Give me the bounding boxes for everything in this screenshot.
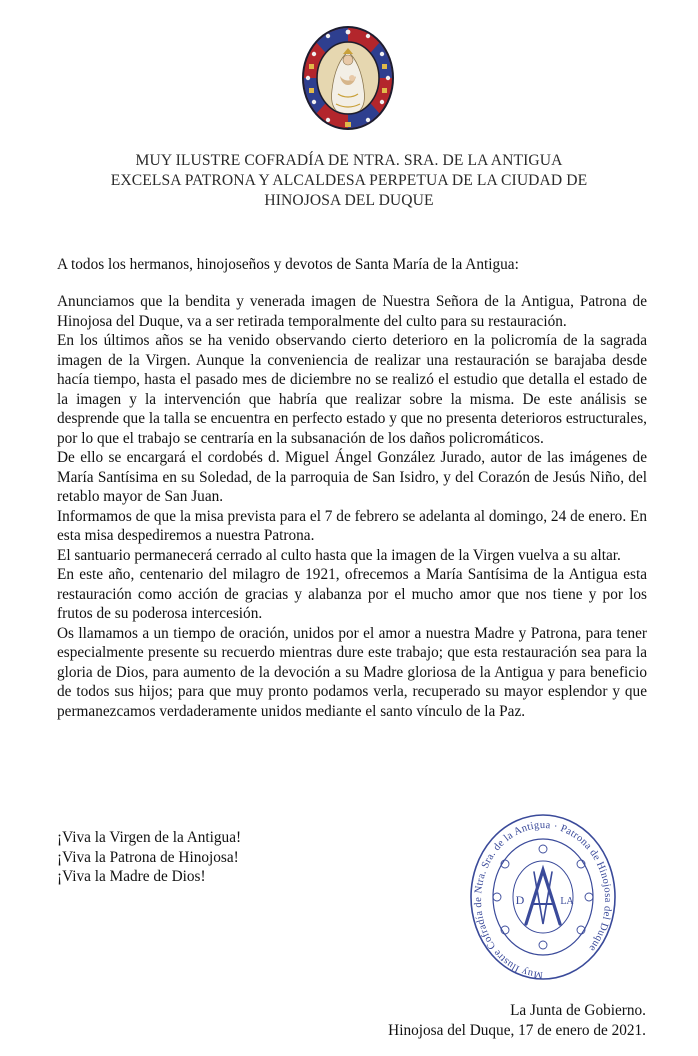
paragraph: El santuario permanecerá cerrado al culto hasta que la imagen de la Virgen vuelva a su altar. — [57, 546, 621, 564]
acclamation-line: ¡Viva la Patrona de Hinojosa! — [57, 848, 239, 866]
greeting-line: A todos los hermanos, hinojoseños y devotos de Santa María de la Antigua: — [57, 256, 519, 273]
seal-ring-text: Muy Ilustre Cofradía de Ntra. Sra. de la Antigua · Patrona de Hinojosa del Duque — [473, 819, 614, 981]
paragraph: En este año, centenario del milagro de 1921, ofrecemos a María Santísima de la Antigua esta restauración como acción de gracias y alabanza por el mucho amor que nos tiene y por los frutos de su poderosa intercesión. — [57, 566, 647, 622]
signature-place-date: Hinojosa del Duque, 17 de enero de 2021. — [388, 1021, 646, 1039]
paragraph: Anunciamos que la bendita y venerada imagen de Nuestra Señora de la Antigua, Patrona de Hinojosa del Duque, va a ser retirada temporalmente del culto para su restauración. — [57, 293, 647, 330]
acclamation-line: ¡Viva la Madre de Dios! — [57, 868, 206, 885]
cofradia-emblem-logo — [300, 24, 396, 132]
signature-block — [306, 1001, 646, 1040]
paragraph: De ello se encargará el cordobés d. Miguel Ángel González Jurado, autor de las imágenes de María Santísima en su Soledad, de la parroquia de San Isidro, y del Corazón de Jesús Niño, del retablo mayor de San Juan. — [57, 449, 647, 505]
seal-monogram-right: LA — [560, 896, 574, 907]
paragraph: Informamos de que la misa prevista para el 7 de febrero se adelanta al domingo, 24 de enero. En esta misa despediremos a nuestra Patrona. — [57, 507, 647, 544]
letter-body — [57, 292, 647, 721]
cofradia-stamp-seal — [468, 812, 618, 982]
signature-signer: La Junta de Gobierno. — [510, 1002, 646, 1019]
header-line-2: EXCELSA PATRONA Y ALCALDESA PERPETUA DE LA CIUDAD DE — [110, 172, 588, 189]
header-line-3: HINOJOSA DEL DUQUE — [264, 192, 434, 209]
acclamation-line: ¡Viva la Virgen de la Antigua! — [57, 829, 242, 846]
seal-monogram-left: D — [515, 893, 525, 907]
header-line-1: MUY ILUSTRE COFRADÍA DE NTRA. SRA. DE LA ANTIGUA — [135, 152, 563, 169]
paragraph: Os llamamos a un tiempo de oración, unidos por el amor a nuestra Madre y Patrona, para tener especialmente presente su recuerdo mientras dure este trabajo; que esta restauración sea para la gloria de Dios, para aumento de la devoción a su Madre gloriosa de la Antigua y para beneficio de todos sus hijos; para que muy pronto podamos verla, recuperado su mayor esplendor y que permanezcamos verdaderamente unidos mediante el santo vínculo de la Paz. — [57, 624, 647, 720]
confraternity-header — [60, 151, 638, 211]
paragraph: En los últimos años se ha venido observando cierto deterioro en la policromía de la sagrada imagen de la Virgen. Aunque la conveniencia de realizar una restauración se barajaba desde hacía tiempo, hasta el pasado mes de diciembre no se realizó el estudio que detalla el estado de la imagen y la intervención que habría que realizar sobre la misma. De este análisis se desprende que la talla se encuentra en perfecto estado y que no presenta deterioros estructurales, por lo que el trabajo se centraría en la subsanación de los daños policromáticos. — [57, 332, 647, 447]
acclamations — [57, 828, 377, 887]
